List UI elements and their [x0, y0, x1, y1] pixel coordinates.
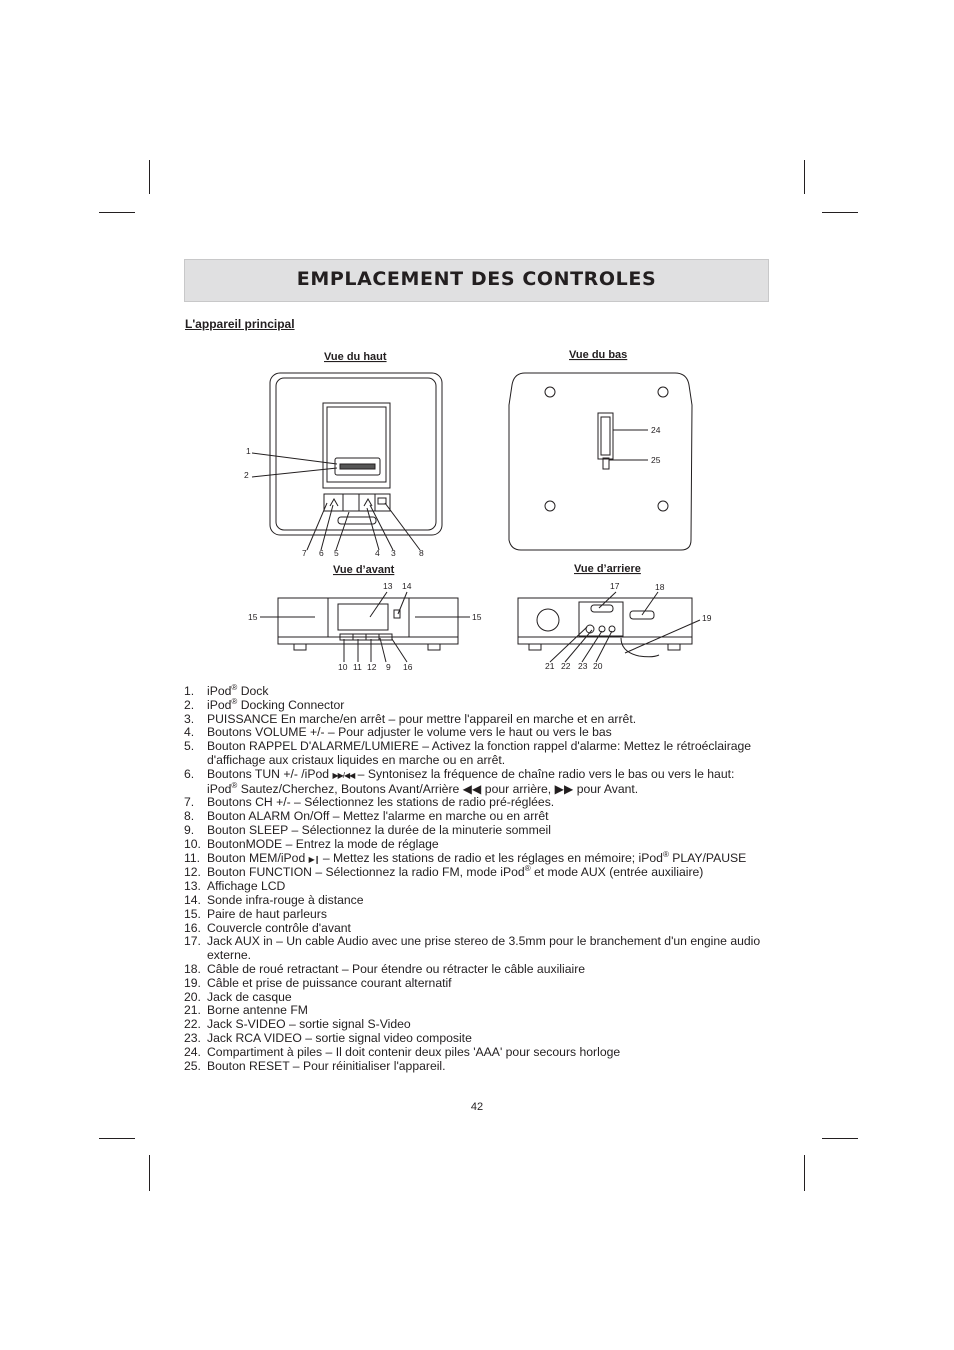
callout-number: 2	[244, 470, 249, 480]
callout-number: 14	[402, 581, 412, 591]
list-item	[184, 1018, 784, 1032]
item-number: 6.	[184, 766, 195, 781]
item-text-continued: externe.	[207, 948, 252, 963]
item-text: Jack de casque	[207, 989, 292, 1004]
item-number: 3.	[184, 711, 195, 726]
item-text: – Mettez les stations de radio et les réglages en mémoire; iPod	[319, 850, 663, 865]
item-number: 11.	[184, 850, 201, 865]
item-number: 25.	[184, 1058, 201, 1073]
item-text: Affichage LCD	[207, 879, 286, 894]
registered-mark: ®	[231, 696, 238, 706]
item-number: 2.	[184, 697, 195, 712]
list-item	[184, 682, 784, 699]
list-item	[184, 894, 784, 908]
view-title-top: Vue du haut	[324, 351, 387, 363]
registered-mark: ®	[231, 682, 238, 692]
item-text: – Syntonisez la fréquence de chaîne radio vers le bas ou vers le haut:	[354, 766, 735, 781]
item-text: Dock	[237, 684, 269, 698]
callout-number: 11	[353, 662, 362, 672]
list-item	[184, 824, 784, 838]
item-text: iPod	[207, 781, 232, 796]
item-number: 7.	[184, 795, 195, 810]
item-text: Boutons CH +/- – Sélectionnez les stations de radio pré-réglées.	[207, 795, 555, 810]
callout-number: 1	[246, 446, 251, 456]
item-number: 14.	[184, 892, 201, 907]
item-text: Paire de haut parleurs	[207, 906, 327, 921]
callout-number: 8	[419, 548, 424, 558]
device-diagram	[230, 340, 730, 680]
page-number: 42	[470, 1101, 484, 1113]
list-item	[184, 1032, 784, 1046]
callout-number: 24	[651, 425, 661, 435]
item-text: Docking Connector	[237, 697, 345, 712]
item-number: 15.	[184, 906, 201, 921]
registered-mark: ®	[662, 849, 669, 859]
item-number: 8.	[184, 809, 195, 824]
crop-mark	[99, 1138, 135, 1139]
view-title-bottom: Vue du bas	[569, 349, 628, 361]
callout-number: 16	[403, 662, 413, 672]
item-text: Bouton RESET – Pour réinitialiser l'appareil.	[207, 1058, 446, 1073]
list-item	[184, 880, 784, 894]
list-item	[184, 935, 784, 963]
item-number: 1.	[184, 684, 195, 698]
skip-icon: ▶▶/◀◀	[332, 770, 355, 780]
list-item	[184, 740, 784, 768]
item-text: BoutonMODE – Entrez la mode de réglage	[207, 836, 439, 851]
crop-mark	[149, 1155, 150, 1191]
item-text: Bouton MEM/iPod	[207, 850, 306, 865]
item-text-continued	[207, 780, 784, 797]
crop-mark	[822, 212, 858, 213]
item-text: Sautez/Cherchez, Boutons Avant/Arrière ◀◀ pour arrière, ▶▶ pour Avant.	[237, 781, 639, 796]
crop-mark	[804, 1155, 805, 1191]
crop-mark	[822, 1138, 858, 1139]
callout-number: 15	[472, 612, 482, 622]
list-item	[184, 810, 784, 824]
view-title-back: Vue d’arriere	[574, 563, 641, 575]
play-pause-icon: ▶❙	[308, 854, 320, 864]
crop-mark	[149, 160, 150, 194]
item-number: 19.	[184, 975, 201, 990]
item-text: Bouton FUNCTION – Sélectionnez la radio FM, mode iPod	[207, 865, 525, 880]
item-number: 10.	[184, 836, 201, 851]
list-item	[184, 963, 784, 977]
list-item	[184, 922, 784, 936]
item-text: PLAY/PAUSE	[668, 850, 747, 865]
callout-number: 7	[302, 548, 307, 558]
item-text: Compartiment à piles – Il doit contenir deux piles 'AAA' pour secours horloge	[207, 1044, 621, 1059]
item-number: 18.	[184, 961, 201, 976]
item-text: PUISSANCE En marche/en arrêt – pour mettre l'appareil en marche et en arrêt.	[207, 711, 637, 726]
item-text: Jack AUX in – Un cable Audio avec une prise stereo de 3.5mm pour le branchement d'un engine audio	[207, 934, 761, 949]
callout-number: 6	[319, 548, 324, 558]
list-item	[184, 696, 784, 713]
callout-number: 19	[702, 613, 712, 623]
crop-mark	[804, 160, 805, 194]
list-item	[184, 977, 784, 991]
callout-number: 13	[383, 581, 393, 591]
list-item	[184, 713, 784, 727]
item-text: iPod	[207, 684, 232, 698]
item-text: Câble de roué retractant – Pour étendre ou rétracter le câble auxiliaire	[207, 961, 586, 976]
callout-number: 4	[375, 548, 380, 558]
item-number: 9.	[184, 822, 195, 837]
controls-list	[184, 682, 784, 1073]
callout-number: 5	[334, 548, 339, 558]
bottom-view-drawing	[509, 373, 692, 550]
item-number: 21.	[184, 1003, 201, 1018]
back-view-drawing	[518, 598, 692, 657]
item-number: 13.	[184, 879, 201, 894]
section-label: L'appareil principal	[185, 317, 295, 331]
callout-number: 18	[655, 582, 665, 592]
item-number: 22.	[184, 1017, 201, 1032]
item-text: Borne antenne FM	[207, 1003, 308, 1018]
registered-mark: ®	[231, 780, 238, 790]
top-view-drawing	[270, 373, 442, 535]
item-text: iPod	[207, 697, 232, 712]
view-title-front: Vue d’avant	[333, 564, 395, 576]
item-number: 20.	[184, 989, 201, 1004]
callout-number: 9	[386, 662, 391, 672]
list-item	[184, 866, 784, 880]
registered-mark: ®	[524, 864, 531, 874]
list-item	[184, 838, 784, 852]
item-text: Sonde infra-rouge à distance	[207, 892, 364, 907]
item-number: 17.	[184, 934, 201, 949]
list-item	[184, 726, 784, 740]
list-item	[184, 991, 784, 1005]
list-item	[184, 768, 784, 797]
callout-number: 25	[651, 455, 661, 465]
callout-number: 23	[578, 661, 588, 671]
item-number: 5.	[184, 739, 195, 754]
page-title: EMPLACEMENT DES CONTROLES	[296, 268, 657, 290]
callout-number: 17	[610, 581, 620, 591]
callout-number: 3	[391, 548, 396, 558]
item-text: Bouton SLEEP – Sélectionnez la durée de la minuterie sommeil	[207, 822, 551, 837]
callout-number: 12	[367, 662, 377, 672]
item-text: et mode AUX (entrée auxiliaire)	[530, 865, 704, 880]
title-banner	[184, 259, 769, 302]
callout-number: 10	[338, 662, 348, 672]
callout-number: 20	[593, 661, 603, 671]
item-number: 24.	[184, 1044, 201, 1059]
item-number: 23.	[184, 1030, 201, 1045]
item-text: Câble et prise de puissance courant alternatif	[207, 975, 452, 990]
callout-number: 21	[545, 661, 555, 671]
item-text: Jack S-VIDEO – sortie signal S-Video	[207, 1017, 411, 1032]
item-text: Bouton ALARM On/Off – Mettez l'alarme en marche ou en arrêt	[207, 809, 549, 824]
item-text: Bouton RAPPEL D'ALARME/LUMIERE – Activez la fonction rappel d'alarme: Mettez le rétroéclairage	[207, 739, 752, 754]
list-item	[184, 1004, 784, 1018]
callout-number: 22	[561, 661, 571, 671]
list-item	[184, 908, 784, 922]
item-text: Boutons VOLUME +/- – Pour adjuster le volume vers le haut ou vers le bas	[207, 725, 612, 740]
callout-number: 15	[248, 612, 258, 622]
list-item	[184, 1046, 784, 1060]
list-item	[184, 796, 784, 810]
item-text: Couvercle contrôle d'avant	[207, 920, 351, 935]
item-number: 16.	[184, 920, 201, 935]
list-item	[184, 1060, 784, 1074]
item-number: 4.	[184, 725, 195, 740]
item-number: 12.	[184, 865, 201, 880]
item-text: Jack RCA VIDEO – sortie signal video composite	[207, 1030, 472, 1045]
item-text: Boutons TUN +/- /iPod	[207, 766, 330, 781]
front-view-drawing	[278, 598, 458, 650]
item-text-continued: d'affichage aux cristaux liquides en marche ou en arrêt.	[207, 752, 506, 767]
crop-mark	[99, 212, 135, 213]
